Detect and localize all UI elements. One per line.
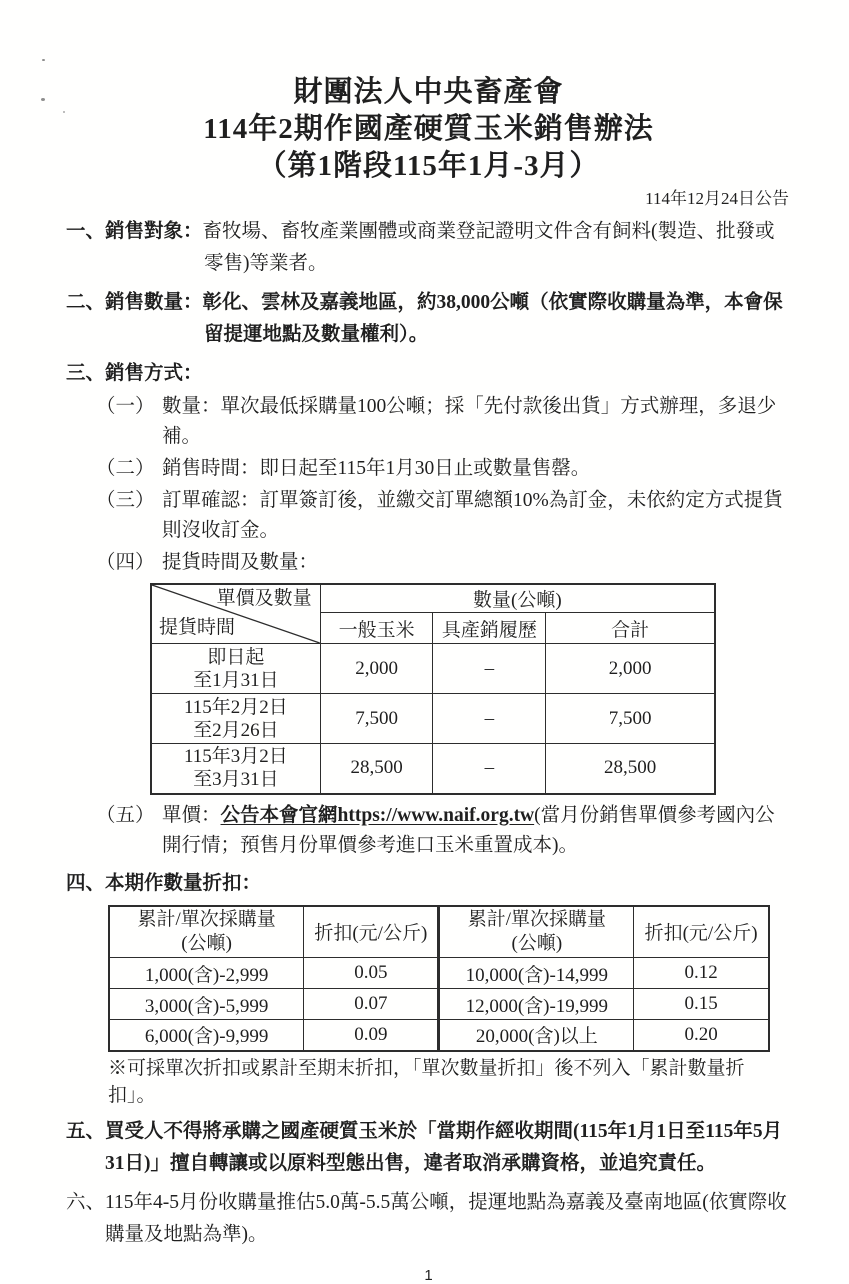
qty-range-cell: 12,000(含)-19,999	[439, 989, 634, 1020]
discount-cell: 0.20	[634, 1020, 769, 1051]
total-qty-cell: 28,500	[546, 744, 715, 794]
subitem-number: （二）	[96, 458, 155, 479]
table-row	[151, 644, 715, 694]
discount-note: ※可採單次折扣或累計至期末折扣，「單次數量折扣」後不列入「累計數量折扣」。	[108, 1057, 745, 1106]
diagonal-header-cell	[151, 584, 320, 644]
discount-header-row	[109, 906, 769, 958]
general-qty-cell: 7,500	[320, 694, 433, 744]
section-body	[105, 358, 791, 390]
traceable-qty-cell: –	[433, 744, 546, 794]
discount-cell: 0.12	[634, 958, 769, 989]
table-row	[109, 989, 769, 1020]
period-line: 即日起	[207, 646, 265, 668]
scan-artifact	[63, 111, 65, 113]
qty-range-cell: 20,000(含)以上	[439, 1020, 634, 1051]
qty-range-header	[109, 906, 304, 958]
table-row	[151, 694, 715, 744]
page-number: 1	[424, 1266, 433, 1284]
table-row	[151, 744, 715, 794]
scan-artifact	[42, 59, 45, 61]
header-line: 累計/單次採購量	[467, 908, 606, 930]
discount-cell: 0.09	[304, 1020, 439, 1051]
discount-cell: 0.15	[634, 989, 769, 1020]
traceable-qty-cell: –	[433, 644, 546, 694]
section-6	[66, 1187, 791, 1251]
section-label: 本期作數量折扣：	[105, 872, 262, 894]
section-number: 五、	[66, 1120, 106, 1142]
section-5	[66, 1116, 791, 1180]
title-line-2: 114年2期作國產硬質玉米銷售辦法	[203, 113, 654, 145]
section-text: 彰化、雲林及嘉義地區，約38,000公噸（依實際收購量為準，本會保留提運地點及數量權利）。	[202, 292, 783, 345]
price-note: (當月份銷售單價參考國內公開行情；預售月份單價參考進口玉米重置成本)。	[162, 804, 775, 856]
total-qty-cell: 7,500	[546, 694, 715, 744]
qty-range-cell: 6,000(含)-9,999	[109, 1020, 304, 1051]
section-body	[105, 1116, 791, 1180]
general-qty-cell: 2,000	[320, 644, 433, 694]
period-cell	[151, 694, 320, 744]
qty-header: 數量(公噸)	[320, 584, 715, 613]
website-link[interactable]: 公告本會官網https://www.naif.org.tw	[220, 804, 535, 826]
section-label: 銷售方式：	[105, 363, 203, 384]
col-header-total: 合計	[546, 613, 715, 644]
pickup-table	[150, 583, 716, 795]
subitem-text: 數量：單次最低採購量100公噸；採「先付款後出貨」方式辦理，多退少補。	[162, 396, 777, 447]
col-header-traceable: 具產銷履歷	[433, 613, 546, 644]
section-body	[105, 868, 791, 900]
subitem-text	[162, 801, 791, 861]
header-line: (公噸)	[181, 932, 232, 954]
subitem-number: （四）	[96, 552, 155, 573]
period-line: 至1月31日	[193, 669, 279, 691]
section-label: 銷售數量：	[105, 292, 203, 313]
header-line: 累計/單次採購量	[137, 908, 276, 930]
col-header-general-corn: 一般玉米	[320, 613, 433, 644]
subitem-number: （五）	[96, 804, 155, 826]
discount-cell: 0.07	[304, 989, 439, 1020]
discount-table	[108, 905, 770, 1052]
subitem-2	[96, 454, 791, 484]
document-title	[66, 74, 791, 185]
section-text: 畜牧場、畜牧產業團體或商業登記證明文件含有飼料(製造、批發或零售)等業者。	[202, 221, 775, 274]
subitem-number: （三）	[96, 490, 155, 511]
announce-date: 114年12月24日公告	[645, 189, 789, 208]
table-row	[109, 958, 769, 989]
header-line: (公噸)	[511, 932, 563, 954]
subitem-5	[96, 801, 791, 861]
corner-label-pickup-time: 提貨時間	[159, 617, 236, 638]
qty-range-cell: 10,000(含)-14,999	[439, 958, 634, 989]
period-line: 至3月31日	[193, 769, 279, 791]
discount-header: 折扣(元/公斤)	[634, 906, 769, 958]
section-text: 115年4-5月份收購量推估5.0萬-5.5萬公噸，提運地點為嘉義及臺南地區(依實際收購量及地點為準)。	[105, 1191, 787, 1245]
subitem-text: 訂單確認：訂單簽訂後，並繳交訂單總額10%為訂金，未依約定方式提貨則沒收訂金。	[162, 490, 783, 541]
section-body	[105, 216, 791, 280]
corner-label-price-qty: 單價及數量	[216, 588, 312, 609]
total-qty-cell: 2,000	[546, 644, 715, 694]
subitem-text: 銷售時間：即日起至115年1月30日止或數量售罄。	[162, 458, 591, 479]
period-line: 至2月26日	[193, 719, 279, 741]
section-number: 二、	[66, 292, 106, 313]
traceable-qty-cell: –	[433, 694, 546, 744]
scan-artifact	[41, 98, 45, 101]
discount-cell: 0.05	[304, 958, 439, 989]
section-number: 三、	[66, 363, 106, 384]
title-line-1: 財團法人中央畜產會	[293, 76, 564, 108]
title-line-3: （第1階段115年1月-3月）	[257, 150, 600, 182]
qty-range-cell: 1,000(含)-2,999	[109, 958, 304, 989]
section-3	[66, 358, 791, 390]
section-text: 買受人不得將承購之國產硬質玉米於「當期作經收期間(115年1月1日至115年5月31日)」擅自轉讓或以原料型態出售，違者取消承購資格，並追究責任。	[105, 1120, 783, 1174]
qty-range-cell: 3,000(含)-5,999	[109, 989, 304, 1020]
qty-range-header	[439, 906, 634, 958]
table-row	[109, 1020, 769, 1051]
period-cell	[151, 644, 320, 694]
subitem-3	[96, 486, 791, 546]
period-line: 115年2月2日	[183, 696, 288, 718]
section-body	[105, 1187, 791, 1251]
section-label: 銷售對象：	[105, 221, 203, 242]
subitem-text: 提貨時間及數量：	[162, 552, 319, 573]
section-number: 六、	[66, 1191, 106, 1213]
price-label: 單價：	[162, 804, 221, 826]
period-cell	[151, 744, 320, 794]
subitem-4	[96, 548, 791, 578]
subitem-1	[96, 392, 791, 452]
section-2	[66, 287, 791, 351]
section-number: 四、	[66, 872, 106, 894]
section-4	[66, 868, 791, 900]
discount-header: 折扣(元/公斤)	[304, 906, 439, 958]
section-body	[105, 287, 791, 351]
period-line: 115年3月2日	[183, 746, 288, 768]
general-qty-cell: 28,500	[320, 744, 433, 794]
subitem-number: （一）	[96, 396, 155, 417]
section-number: 一、	[66, 221, 106, 242]
section-1	[66, 216, 791, 280]
